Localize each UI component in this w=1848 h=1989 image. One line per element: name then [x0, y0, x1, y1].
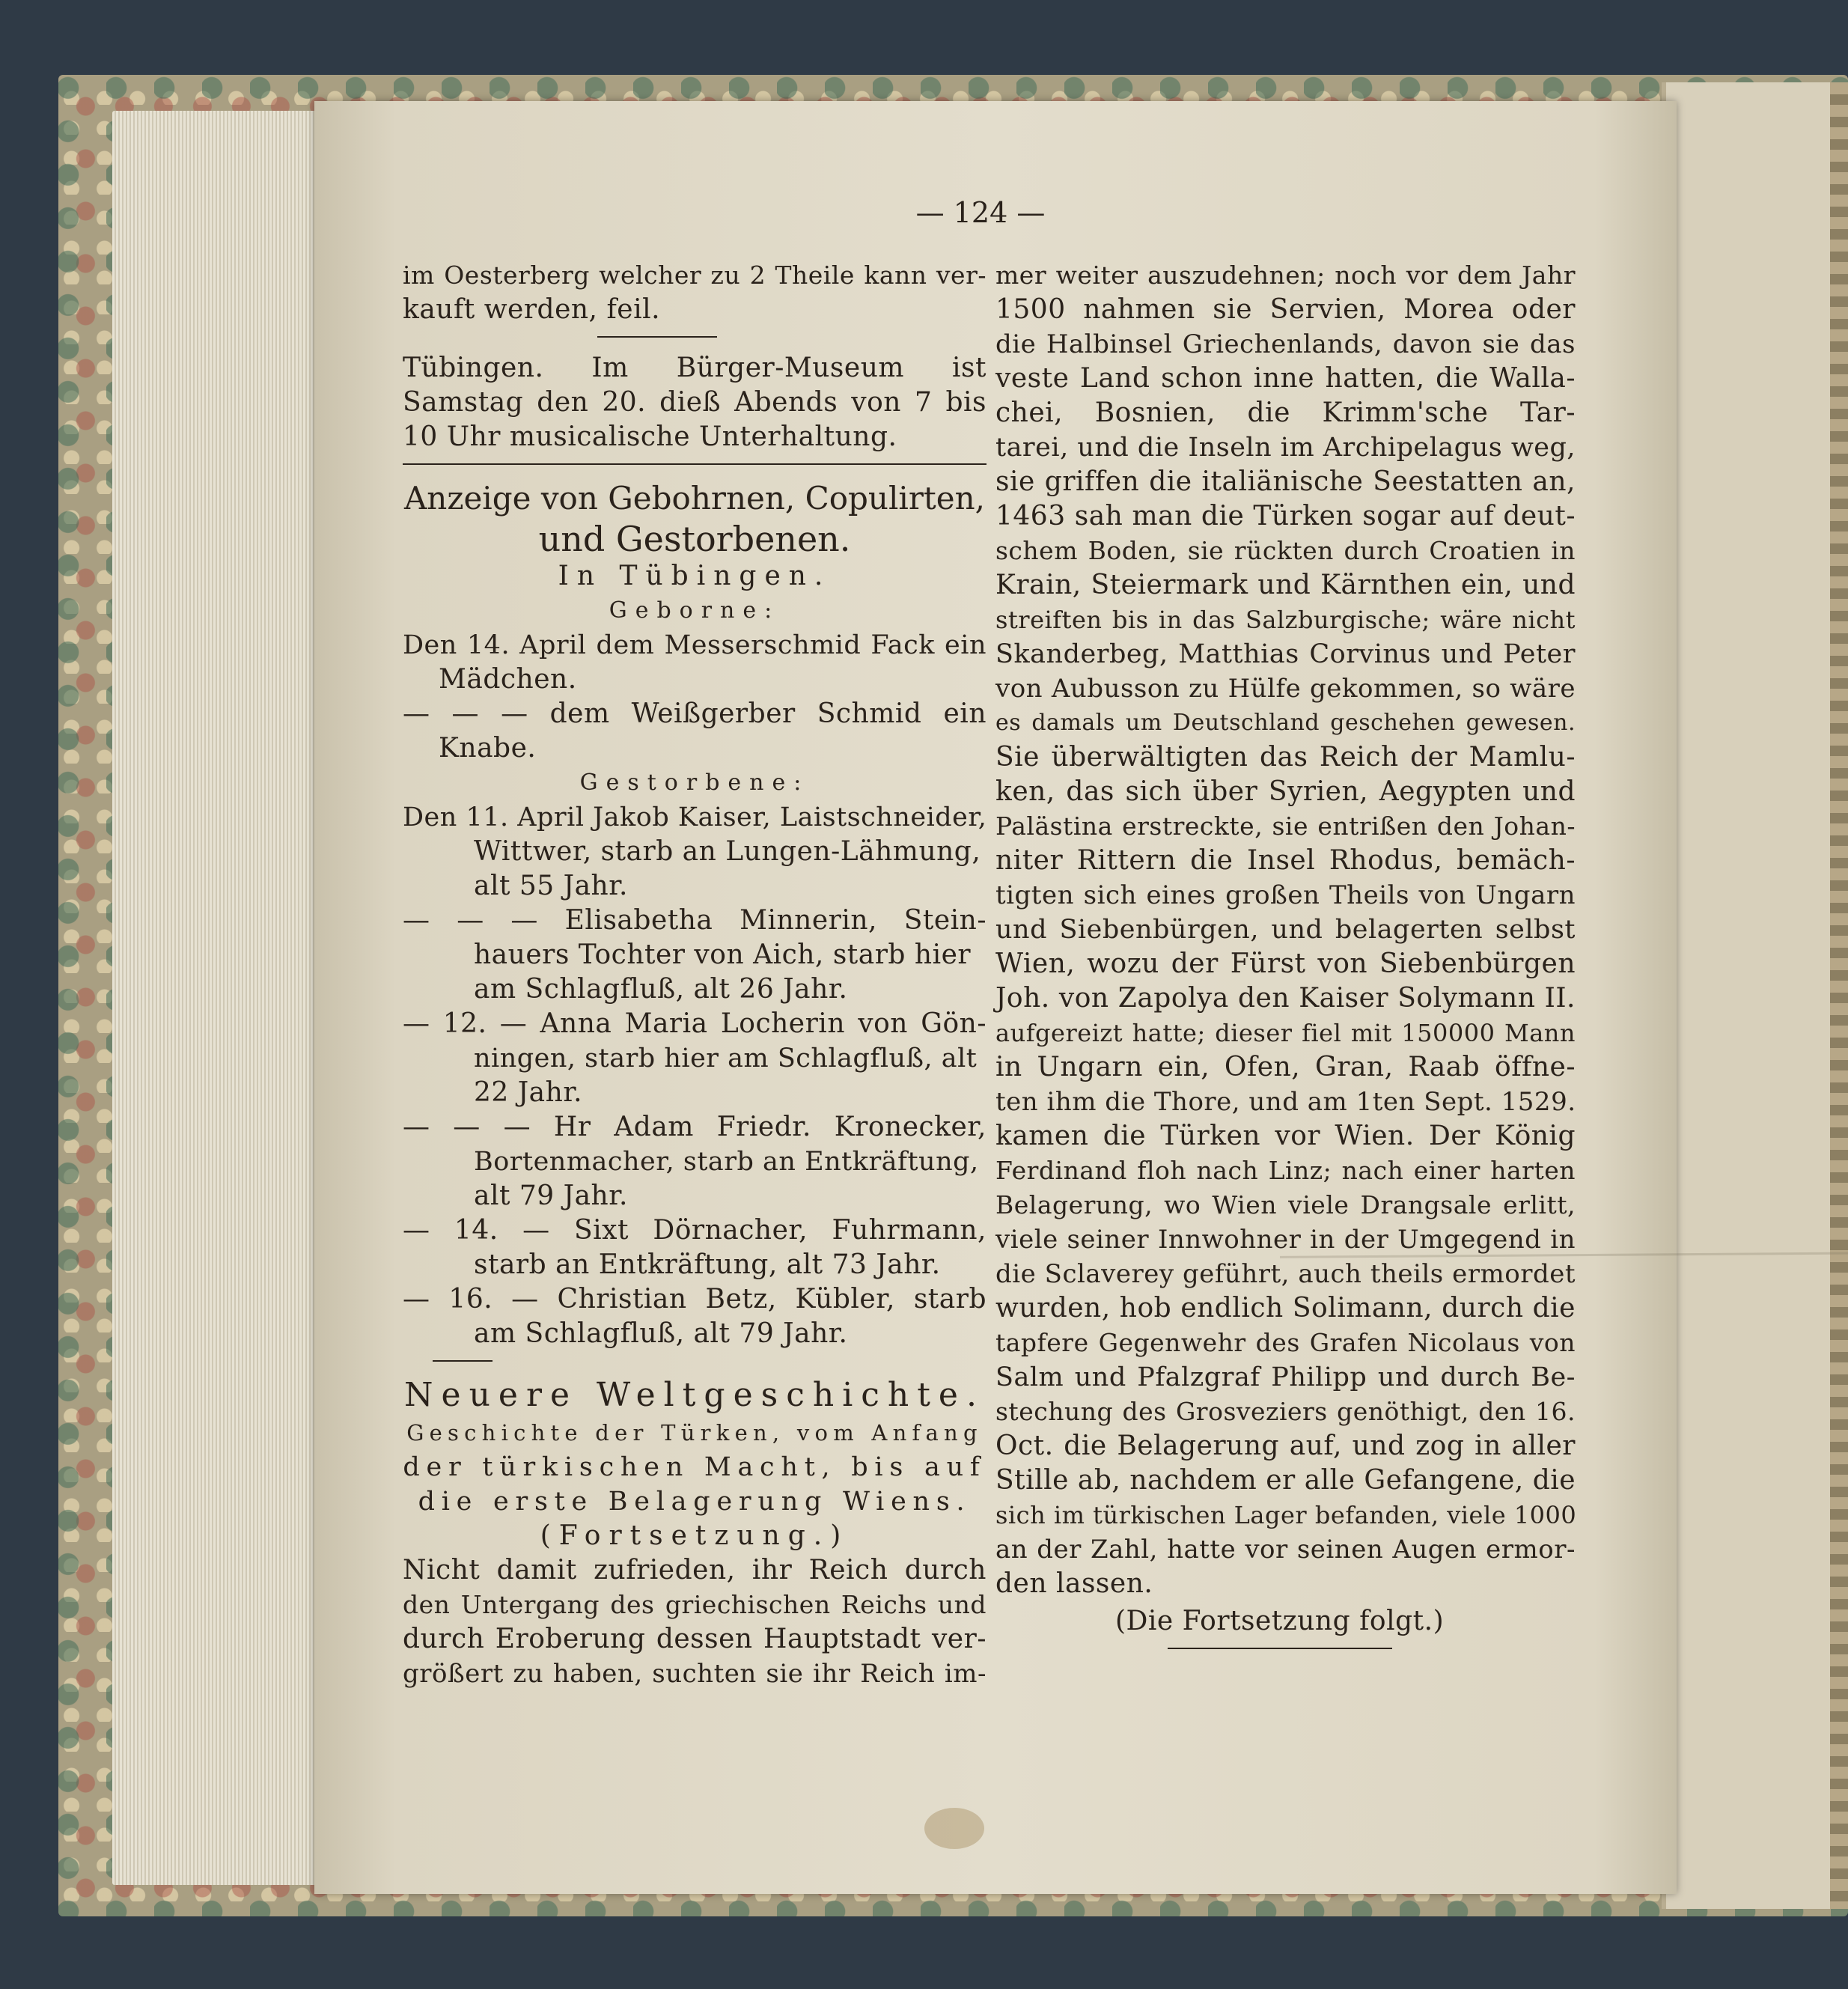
text-line: den lassen. [995, 1568, 1153, 1599]
born-heading: Geborne: [609, 597, 781, 624]
text-line: Ferdinand floh nach Linz; nach einer harten [995, 1156, 1576, 1185]
text-line: die Halbinsel Griechenlands, davon sie das [995, 329, 1576, 359]
text-line: 1463 sah man die Türken sogar auf deut- [995, 501, 1576, 531]
text-line: Palästina erstreckte, sie entrißen den Johan- [995, 811, 1576, 841]
record-line: — — — dem Weißgerber Schmid ein [403, 698, 986, 729]
text-line: Wien, wozu der Fürst von Siebenbürgen [995, 948, 1576, 979]
record-line: Den 11. April Jakob Kaiser, Laistschneider, [403, 802, 987, 832]
text-line: größert zu haben, suchten sie ihr Reich im- [403, 1659, 986, 1689]
text-line: Sie überwältigten das Reich der Mamlu- [995, 742, 1576, 773]
text-line: tigten sich eines großen Theils von Ungarn [995, 880, 1576, 910]
text-line: kamen die Türken vor Wien. Der König [995, 1121, 1576, 1151]
text-line: ken, das sich über Syrien, Aegypten und [995, 776, 1576, 807]
text-line: Tübingen. Im Bürger-Museum ist [403, 353, 986, 383]
subtitle-line: Geschichte der Türken, vom Anfang [406, 1420, 983, 1446]
paper-stain [924, 1808, 984, 1849]
died-heading: Gestorbene: [579, 770, 810, 796]
record-line: — 12. — Anna Maria Locherin von Gön- [403, 1008, 986, 1039]
page-stack [112, 111, 326, 1885]
end-rule [1168, 1648, 1392, 1649]
text-line: chei, Bosnien, die Krimm'sche Tar- [995, 398, 1576, 428]
text-line: ten ihm die Thore, und am 1ten Sept. 1529. [995, 1087, 1576, 1117]
text-line: und Siebenbürgen, und belagerten selbst [995, 915, 1576, 945]
births-list [403, 628, 986, 766]
text-line: den Untergang des griechischen Reichs und [403, 1590, 986, 1619]
record-line: — — — Hr Adam Friedr. Kronecker, [403, 1112, 986, 1142]
divider [403, 463, 986, 465]
announcement-title [403, 478, 986, 559]
record-line: starb an Entkräftung, alt 73 Jahr. [474, 1249, 941, 1280]
record-line: Wittwer, starb an Lungen-Lähmung, [474, 836, 981, 867]
record-line: Knabe. [439, 733, 537, 764]
text-line: Oct. die Belagerung auf, und zog in aller [995, 1431, 1576, 1461]
text-line: 10 Uhr musicalische Unterhaltung. [403, 421, 897, 452]
divider [433, 1360, 493, 1362]
text-line: Skanderbeg, Matthias Corvinus und Peter [995, 639, 1576, 669]
record-line: Bortenmacher, starb an Entkräftung, [474, 1147, 979, 1177]
text-line: mer weiter auszudehnen; noch vor dem Jahr [995, 261, 1576, 290]
text-line: es damals um Deutschland geschehen gewesen. [995, 710, 1576, 736]
record-line: Mädchen. [439, 664, 577, 695]
text-line: veste Land schon inne hatten, die Walla- [995, 363, 1576, 394]
text-line: aufgereizt hatte; dieser fiel mit 150000 Mann [995, 1019, 1576, 1047]
text-line: Samstag den 20. dieß Abends von 7 bis [403, 387, 986, 418]
page-number: — 124 — [915, 196, 1046, 229]
facing-cover-edge [1662, 82, 1848, 1909]
text-line: Krain, Steiermark und Kärnthen ein, und [995, 570, 1576, 600]
record-line: hauers Tochter von Aich, starb hier [474, 939, 972, 970]
text-line: in Ungarn ein, Ofen, Gran, Raab öffne- [995, 1052, 1576, 1082]
record-line: am Schlagfluß, alt 79 Jahr. [474, 1318, 848, 1349]
text-line: niter Rittern die Insel Rhodus, bemäch- [995, 845, 1576, 876]
record-line: alt 55 Jahr. [474, 871, 628, 901]
museum-notice [403, 351, 986, 454]
text-line: Joh. von Zapolya den Kaiser Solymann II. [995, 983, 1576, 1014]
text-line: tarei, und die Inseln im Archipelagus weg, [995, 433, 1576, 463]
heading-line: und Gestorbenen. [538, 519, 851, 559]
subtitle-line: der türkischen Macht, bis auf [403, 1452, 986, 1482]
record-line: 22 Jahr. [474, 1077, 583, 1108]
left-column [403, 258, 986, 1691]
record-line: alt 79 Jahr. [474, 1181, 628, 1211]
right-column [995, 258, 1576, 1663]
record-line: — — — Elisabetha Minnerin, Stein- [403, 905, 986, 936]
text-line: sich im türkischen Lager befanden, viele 1000 [995, 1501, 1577, 1529]
text-line: viele seiner Innwohner in der Umgegend in [995, 1225, 1576, 1255]
text-line: stechung des Grosveziers genöthigt, den 16. [995, 1397, 1576, 1426]
article-text-start [403, 1553, 986, 1691]
subtitle-line: die erste Belagerung Wiens. [418, 1487, 972, 1517]
text-line: streiften bis in das Salzburgische; wäre nicht [995, 606, 1576, 634]
record-line: — 14. — Sixt Dörnacher, Fuhrmann, [403, 1215, 986, 1246]
divider [597, 336, 717, 338]
record-line: ningen, starb hier am Schlagfluß, alt [474, 1044, 978, 1073]
text-line: schem Boden, sie rückten durch Croatien in [995, 536, 1576, 565]
text-line: sie griffen die italiänische Seestatten an, [995, 466, 1576, 497]
closing-note: (Die Fortsetzung folgt.) [1115, 1606, 1445, 1636]
text-line: an der Zahl, hatte vor seinen Augen ermor- [995, 1535, 1576, 1565]
record-line: am Schlagfluß, alt 26 Jahr. [474, 974, 848, 1005]
classified-notice-end [403, 258, 986, 327]
text-line: Salm und Pfalzgraf Philipp und durch Be- [995, 1362, 1576, 1392]
section-subtitle [403, 1416, 986, 1519]
text-line: Belagerung, wo Wien viele Drangsale erlitt, [995, 1190, 1576, 1219]
heading-line: Anzeige von Gebohrnen, Copulirten, [403, 480, 986, 517]
text-line: von Aubusson zu Hülfe gekommen, so wäre [995, 674, 1576, 704]
text-line: Nicht damit zufrieden, ihr Reich durch [403, 1555, 986, 1586]
text-line: Stille ab, nachdem er alle Gefangene, die [995, 1465, 1576, 1496]
text-line: die Sclaverey geführt, auch theils ermordet [995, 1259, 1576, 1289]
article-text-continued [995, 258, 1576, 1601]
text-line: tapfere Gegenwehr des Grafen Nicolaus von [995, 1328, 1576, 1357]
continuation-note: (Fortsetzung.) [540, 1520, 850, 1551]
text-line: kauft werden, feil. [403, 294, 661, 325]
text-line: durch Eroberung dessen Hauptstadt ver- [403, 1624, 986, 1654]
record-line: — 16. — Christian Betz, Kübler, starb [403, 1284, 986, 1315]
text-line: im Oesterberg welcher zu 2 Theile kann ver- [403, 261, 986, 290]
text-line: wurden, hob endlich Solimann, durch die [995, 1293, 1576, 1324]
text-line: 1500 nahmen sie Servien, Morea oder [995, 294, 1576, 325]
deaths-list [403, 800, 986, 1351]
record-line: Den 14. April dem Messerschmid Fack ein [403, 630, 986, 660]
section-title: Neuere Weltgeschichte. [404, 1376, 985, 1414]
place-heading: In Tübingen. [558, 561, 832, 591]
